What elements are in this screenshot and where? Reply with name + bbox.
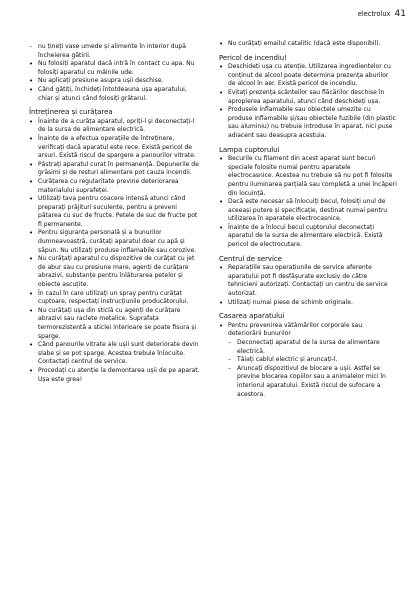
bullet-item: • Curățarea cu regularitate previne deteriorarea materialului suprafeței. — [29, 178, 201, 195]
bullet-item: • În cazul în care utilizați un spray pentru curățat cuptoare, respectați instrucțiunile producătorului. — [29, 290, 201, 307]
section-heading: Lampa cuptorului — [219, 145, 280, 154]
right-column — [219, 40, 397, 399]
left-column — [29, 43, 201, 384]
bullet-item: • Nu curățați ușa din sticlă cu agenți de curățare abrazivi sau raclete metalice. Suprafața termorezistentă a sticlei interioare se poate fisura și sparge. — [29, 307, 201, 341]
bullet-item: • Dacă este necesar să înlocuiți becul, folosiți unul de aceeași putere și specificație, destinat numai pentru utilizarea în aparatele electrocasnice. — [219, 198, 397, 224]
bullet-item: • Utilizați tava pentru coacere intensă atunci când preparați prăjituri suculente, pentru a preveni pătarea cu suc de fructe. Petele de suc de fructe pot fi permanente. — [29, 195, 201, 229]
bullet-item: • Când gătiți, închideți întotdeauna ușa aparatului, chiar și atunci când folosiți grătarul. — [29, 86, 201, 103]
bullet-item: • Nu curățați emailul catalitic (dacă este disponibil). — [219, 40, 397, 49]
bullet-item: • Produsele inflamabile sau obiectele umezite cu produse inflamabile și/sau obiectele fuzibile (din plastic sau aluminiu) nu trebuie introduse în aparat, nici puse adiacent sau deasupra acestuia. — [219, 106, 397, 140]
section-heading: Pericol de incendiu! — [219, 53, 287, 62]
bullet-item: • Pentru prevenirea vătămărilor corporale sau deteriorării bunurilor — [219, 322, 397, 339]
sub-dash-item: – Tăiați cablul electric și aruncați-l. — [228, 356, 397, 365]
bullet-item: • Când panourile vitrate ale ușii sunt deteriorate devin slabe și se pot sparge. Acestea trebuie înlocuite. Contactați centrul de service. — [29, 341, 201, 367]
page-number: 41 — [394, 9, 406, 19]
bullet-item: • Nu curățați aparatul cu dispozitive de curățat cu jet de abur sau cu presiune mare, agenți de curățare abrazivi, substanțe pentru înlăturarea petelor și obiecte ascuțite. — [29, 255, 201, 289]
bullet-item: • Becurile cu filament din acest aparat sunt becuri speciale folosite numai pentru aparatele electrocasnice. Acestea nu trebuie să nu pot fi folosite pentru iluminarea parțială sau completă a unei încăperi din locuință. — [219, 155, 397, 198]
bullet-item: • Înainte de a înlocui becul cuptorului deconectați aparatul de la sursa de alimentare electrică. Există pericol de electrocutare. — [219, 224, 397, 250]
bullet-item: • Pentru siguranța personală și a bunurilor dumneavoastră, curățați aparatul doar cu apă și săpun. Nu utilizați produse inflamabile sau corozive. — [29, 229, 201, 255]
bullet-item: • Evitați prezența scânteilor sau flăcărilor deschise în apropierea aparatului, atunci când deschideți ușa. — [219, 89, 397, 106]
page-header — [358, 9, 406, 19]
bullet-item: • Utilizați numai piese de schimb originale. — [219, 299, 397, 308]
bullet-item: • Procedați cu atenție la demontarea ușii de pe aparat. Ușa este grea! — [29, 367, 201, 384]
bullet-item: • Înainte de a curăța aparatul, opriți-l și deconectați-l de la sursa de alimentare electrică. — [29, 118, 201, 135]
bullet-item: • Înainte de a efectua operațiile de întreținere, verificați dacă aparatul este rece. Există pericol de arsuri. Există riscul de spargere a panourilor vitrate. — [29, 135, 201, 161]
sub-dash-item: – Aruncați dispozitivul de blocare a ușii. Astfel se previne blocarea copiilor sau a animalelor mici în interiorul aparatului. Există riscul de sufocare a acestora. — [228, 365, 397, 399]
bullet-item: • Nu aplicați presiune asupra ușii deschise. — [29, 77, 201, 86]
bullet-item: • Deschideți ușa cu atenție. Utilizarea ingredientelor cu conținut de alcool poate determina prezența aburilor de alcool în aer. Există pericol de incendiu. — [219, 63, 397, 89]
bullet-item: • Păstrați aparatul curat în permanență. Depunerile de grăsimi și de resturi alimentare pot cauza incendii. — [29, 161, 201, 178]
section-heading: Întreținerea și curățarea — [29, 108, 113, 117]
bullet-item: • Reparațiile sau operațiunile de service aferente aparatului pot fi desfășurate exclusiv de către tehnicieni autorizați. Contactați un centru de service autorizat. — [219, 264, 397, 298]
section-heading: Centrul de service — [219, 254, 282, 263]
sub-dash-item: – Deconectați aparatul de la sursa de alimentare electrică. — [228, 339, 397, 356]
dash-item: – nu țineți vase umede și alimente în interior după încheierea gătirii. — [29, 43, 201, 60]
brand-name: electrolux — [357, 10, 391, 18]
bullet-item: • Nu folosiți aparatul dacă intră în contact cu apa. Nu folosiți aparatul cu mâinile ude. — [29, 60, 201, 77]
section-heading: Casarea aparatului — [219, 312, 285, 321]
